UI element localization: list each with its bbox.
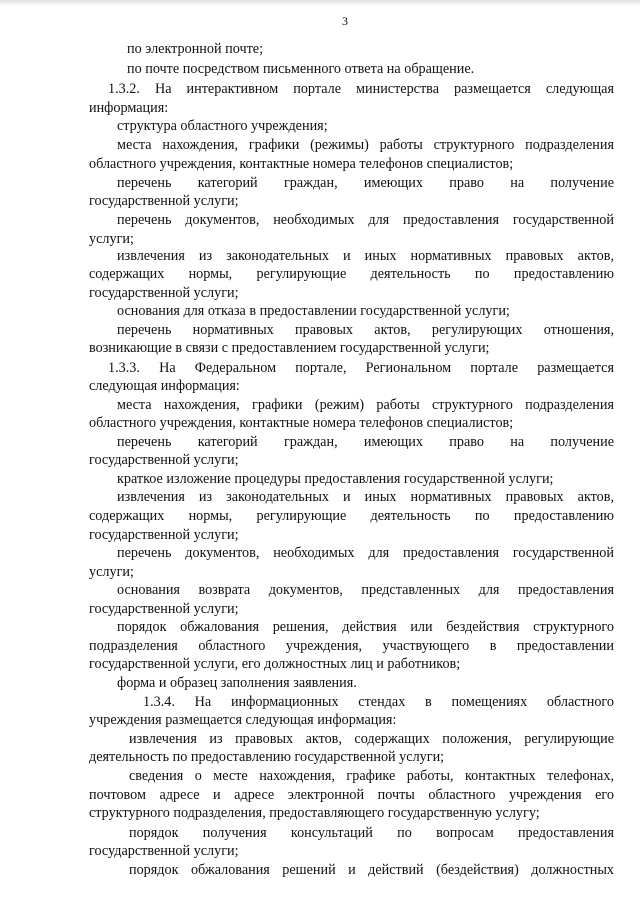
text-line: государственной услуги;: [89, 452, 239, 468]
text-line: краткое изложение процедуры предоставления государственной услуги;: [117, 471, 554, 487]
text-line: порядок обжалования решений и действий (бездействия) должностных: [129, 862, 614, 878]
text-line: содержащих нормы, регулирующие деятельность по предоставлению: [89, 266, 614, 282]
text-line: государственной услуги, его должностных лиц и работников;: [89, 656, 461, 672]
text-line: 1.3.4. На информационных стендах в помещениях областного: [143, 694, 614, 710]
text-line: областного учреждения, контактные номера телефонов специалистов;: [89, 415, 514, 431]
text-line: перечень нормативных правовых актов, регулирующих отношения,: [117, 322, 614, 338]
text-line: государственной услуги;: [89, 843, 239, 859]
text-line: государственной услуги;: [89, 285, 239, 301]
text-line: возникающие в связи с предоставлением государственной услуги;: [89, 340, 490, 356]
text-line: по почте посредством письменного ответа на обращение.: [127, 61, 475, 77]
text-line: перечень категорий граждан, имеющих право на получение: [117, 434, 614, 450]
text-line: основания для отказа в предоставлении государственной услуги;: [117, 303, 510, 319]
text-line: государственной услуги;: [89, 601, 239, 617]
text-line: областного учреждения, контактные номера телефонов специалистов;: [89, 156, 514, 172]
text-line: порядок получения консультаций по вопросам предоставления: [129, 825, 614, 841]
text-line: структура областного учреждения;: [117, 118, 328, 134]
text-line: информация:: [89, 100, 169, 116]
text-line: сведения о месте нахождения, графике работы, контактных телефонах,: [129, 768, 614, 784]
text-line: деятельность по предоставлению государственной услуги;: [89, 749, 445, 765]
text-line: перечень документов, необходимых для предоставления государственной: [117, 212, 614, 228]
text-line: извлечения из правовых актов, содержащих положения, регулирующие: [129, 731, 614, 747]
text-line: государственной услуги;: [89, 527, 239, 543]
text-line: государственной услуги;: [89, 193, 239, 209]
text-line: места нахождения, графики (режим) работы структурного подразделения: [117, 397, 614, 413]
text-line: места нахождения, графики (режимы) работы структурного подразделения: [117, 137, 614, 153]
text-line: учреждения размещается следующая информация:: [89, 712, 397, 728]
text-line: перечень категорий граждан, имеющих право на получение: [117, 175, 614, 191]
text-line: основания возврата документов, представленных для предоставления: [117, 582, 614, 598]
text-line: следующая информация:: [89, 378, 240, 394]
text-line: содержащих нормы, регулирующие деятельность по предоставлению: [89, 508, 614, 524]
text-line: 1.3.3. На Федеральном портале, Региональном портале размещается: [108, 360, 614, 376]
page-number: 3: [342, 14, 348, 28]
text-line: извлечения из законодательных и иных нормативных правовых актов,: [117, 489, 614, 505]
text-line: 1.3.2. На интерактивном портале министерства размещается следующая: [108, 81, 614, 97]
text-line: извлечения из законодательных и иных нормативных правовых актов,: [117, 248, 614, 264]
text-line: порядок обжалования решения, действия или бездействия структурного: [117, 619, 614, 635]
text-line: структурного подразделения, предоставляющего государственную услугу;: [89, 805, 540, 821]
text-line: почтовом адресе и адресе электронной почты областного учреждения его: [89, 787, 614, 803]
text-line: по электронной почте;: [127, 41, 264, 57]
text-line: услуги;: [89, 231, 134, 247]
text-line: форма и образец заполнения заявления.: [117, 675, 357, 691]
text-line: подразделения областного учреждения, участвующего в предоставлении: [89, 638, 614, 654]
text-line: перечень документов, необходимых для предоставления государственной: [117, 545, 614, 561]
scan-edge: [0, 0, 640, 6]
text-line: услуги;: [89, 564, 134, 580]
